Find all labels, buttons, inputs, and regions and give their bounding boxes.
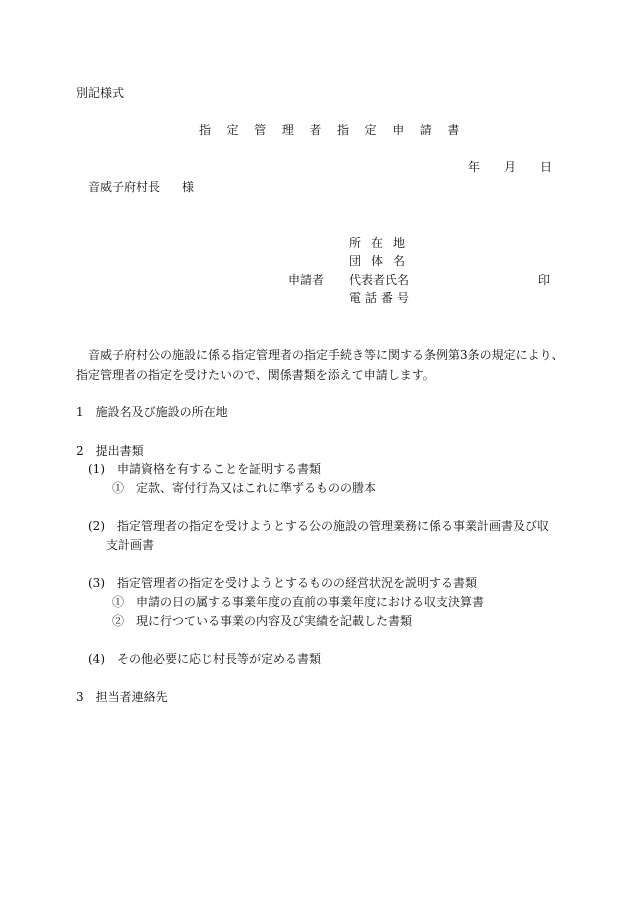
section-2-item-2-line-2: 支計画書 (106, 538, 155, 552)
addressee-name: 音威子府村長 (88, 180, 161, 194)
addressee-honorific: 様 (182, 180, 195, 194)
section-1-heading: 1 施設名及び施設の所在地 (76, 405, 228, 419)
section-2-item-3: (3) 指定管理者の指定を受けようとするものの経営状況を説明する書類 (88, 576, 478, 590)
section-2-item-1: (1) 申請資格を有することを証明する書類 (88, 462, 321, 476)
document-title: 指定管理者指定申請書 (199, 123, 476, 137)
applicant-role-label: 申請者 (288, 273, 325, 287)
section-2-item-3-sub-1: ① 申請の日の属する事業年度の直前の事業年度における収支決算書 (112, 595, 485, 609)
section-2-item-2-line-1: (2) 指定管理者の指定を受けようとする公の施設の管理業務に係る事業計画書及び収 (88, 519, 550, 533)
applicant-address-label: 所在地 (349, 236, 416, 250)
seal-mark: 印 (538, 273, 551, 287)
section-2-item-4: (4) その他必要に応じ村長等が定める書類 (88, 652, 321, 666)
body-text-line-1: 音威子府村公の施設に係る指定管理者の指定手続き等に関する条例第3条の規定により、 (88, 348, 564, 362)
body-text-line-2: 指定管理者の指定を受けたいので、関係書類を添えて申請します。 (76, 368, 435, 382)
date-day: 日 (540, 160, 553, 174)
section-2-item-1-sub-1: ① 定款、寄付行為又はこれに準ずるものの謄本 (112, 481, 377, 495)
section-2-heading: 2 提出書類 (76, 444, 144, 458)
applicant-representative-label: 代表者氏名 (349, 273, 410, 287)
applicant-group-name-label: 団体名 (349, 254, 416, 268)
date-year: 年 (468, 160, 481, 174)
applicant-phone-label: 電話番号 (349, 291, 414, 305)
section-3-heading: 3 担当者連絡先 (76, 690, 168, 704)
form-label: 別記様式 (76, 86, 125, 100)
section-2-item-3-sub-2: ② 現に行つている事業の内容及び実績を記載した書類 (112, 614, 413, 628)
date-month: 月 (504, 160, 517, 174)
